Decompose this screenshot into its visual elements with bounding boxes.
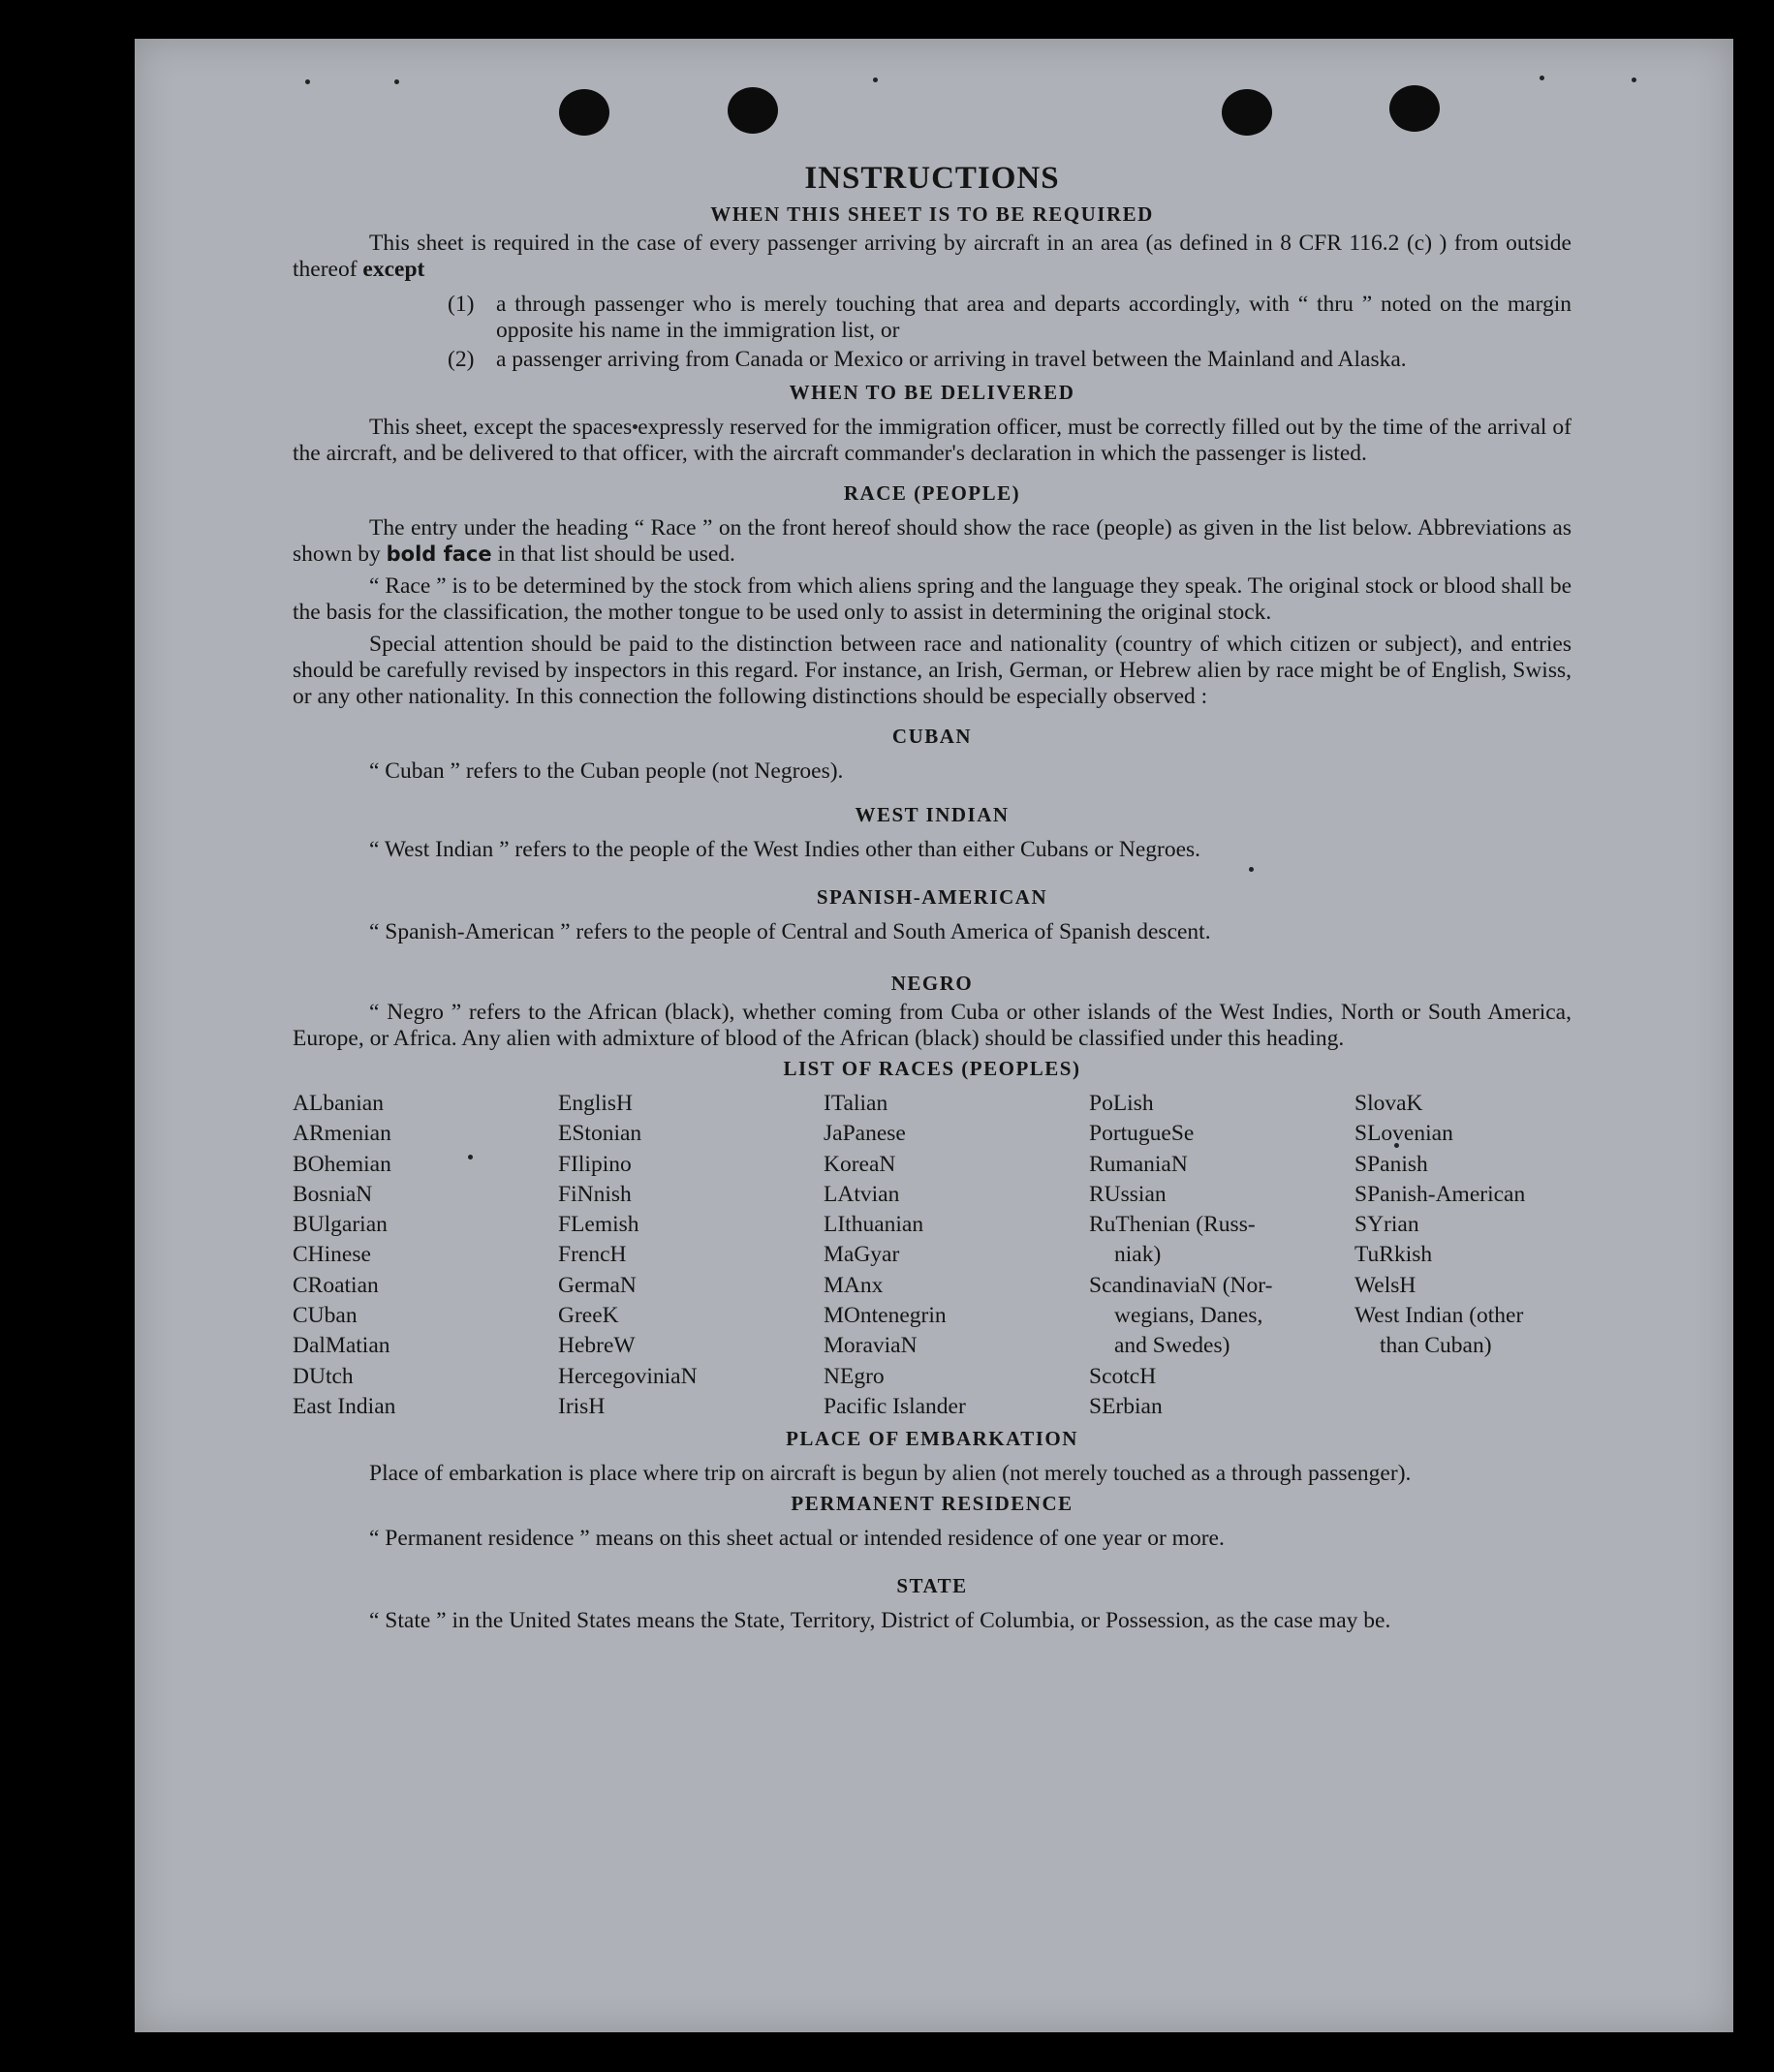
- race-column: [824, 1089, 1089, 1422]
- race-entry: ARmenian: [293, 1121, 391, 1147]
- page-title: INSTRUCTIONS: [804, 161, 1060, 196]
- race-entry: ScandinaviaN (Nor- wegians, Danes, and Swedes): [1089, 1271, 1354, 1362]
- race-column: [1089, 1089, 1354, 1422]
- race-entry: CHinese: [293, 1242, 371, 1268]
- section-heading-negro: NEGRO: [890, 972, 974, 995]
- race-entry: BOhemian: [293, 1151, 391, 1177]
- punch-hole: [559, 89, 609, 136]
- race-entry: NEgro: [824, 1363, 885, 1389]
- race-column: [558, 1089, 824, 1422]
- race-entry: WelsH: [1354, 1272, 1416, 1298]
- race-entry: LAtvian: [824, 1181, 900, 1207]
- residence-text: “ Permanent residence ” means on this sheet actual or intended residence of one year or more.: [369, 1526, 1225, 1552]
- section-heading-race: RACE (PEOPLE): [843, 481, 1021, 505]
- race-entry: IrisH: [558, 1393, 606, 1419]
- race-entry: FLemish: [558, 1212, 639, 1238]
- instructions-content: [293, 159, 1572, 1634]
- race-entry: FrencH: [558, 1242, 627, 1268]
- race-entry: RuThenian (Russ- niak): [1089, 1210, 1354, 1271]
- race-entry: EnglisH: [558, 1091, 634, 1116]
- race-entry: SLovenian: [1354, 1121, 1453, 1147]
- race-entry: GermaN: [558, 1272, 637, 1298]
- punch-hole: [728, 87, 778, 134]
- section-heading-residence: PERMANENT RESIDENCE: [791, 1492, 1074, 1516]
- punch-hole: [1389, 85, 1440, 132]
- exception-text: a through passenger who is merely touching that area and departs accordingly, with “ thru ” noted on the margin opposite his name in the immigration list, or: [496, 292, 1572, 343]
- race-column: [293, 1089, 558, 1422]
- race-entry: SPanish: [1354, 1151, 1428, 1177]
- section-heading-cuban: CUBAN: [891, 725, 973, 748]
- exception-item: [448, 292, 1572, 344]
- spanish-american-text: “ Spanish-American ” refers to the people of Central and South America of Spanish descent.: [369, 919, 1211, 944]
- race-entry: LIthuanian: [824, 1212, 924, 1238]
- race-paragraph-1: The entry under the heading “ Race ” on the front hereof should show the race (people) as given in the list below. Abbreviations as shown by bold face in that list should be used.: [293, 515, 1572, 567]
- race-entry-continuation: wegians, Danes,: [1114, 1303, 1263, 1329]
- race-entry: SErbian: [1089, 1393, 1163, 1419]
- race-entry-continuation: than Cuban): [1380, 1333, 1492, 1359]
- race-entry: ITalian: [824, 1091, 888, 1116]
- delivered-text: This sheet, except the spaces expressly reserved for the immigration officer, must be correctly filled out by the time of the arrival of the aircraft, and be delivered to that officer, with the aircraft commander's declaration in which the passenger is listed.: [293, 415, 1572, 466]
- speck: [1540, 76, 1544, 80]
- race-entry: MOntenegrin: [824, 1303, 947, 1329]
- cuban-text: “ Cuban ” refers to the Cuban people (not Negroes).: [369, 758, 844, 784]
- race-entry: ScotcH: [1089, 1363, 1157, 1389]
- speck: [1632, 77, 1636, 82]
- section-heading-spanish-american: SPANISH-AMERICAN: [816, 885, 1048, 909]
- bold-face-phrase: bold face: [386, 542, 492, 566]
- race-entry: RUssian: [1089, 1181, 1167, 1207]
- document-sheet: [135, 39, 1733, 2032]
- speck: [394, 79, 399, 84]
- race-entry: SlovaK: [1354, 1091, 1423, 1116]
- race-paragraph-3: Special attention should be paid to the distinction between race and nationality (country of which citizen or subject), and entries should be carefully revised by inspectors in this regard. For instance, an Irish, German, or Hebrew alien by race might be of English, Swiss, or any other nationality. In this connection the following distinctions should be especially observed :: [293, 632, 1572, 709]
- section-heading-state: STATE: [896, 1574, 968, 1598]
- exception-number: (1): [448, 292, 475, 317]
- race-entry: MaGyar: [824, 1242, 900, 1268]
- race-entry: BUlgarian: [293, 1212, 388, 1238]
- speck: [873, 77, 878, 82]
- embarkation-text: Place of embarkation is place where trip on aircraft is begun by alien (not merely touched as a through passenger).: [369, 1461, 1412, 1487]
- race-entry: BosniaN: [293, 1181, 373, 1207]
- race-entry: Pacific Islander: [824, 1393, 966, 1419]
- race-entry: CRoatian: [293, 1272, 379, 1298]
- punch-hole: [1222, 89, 1272, 136]
- race-entry: FIlipino: [558, 1151, 632, 1177]
- exception-text: a passenger arriving from Canada or Mexico or arriving in travel between the Mainland and Alaska.: [496, 347, 1407, 372]
- race-entry: MoraviaN: [824, 1333, 918, 1359]
- race-entry: EStonian: [558, 1121, 642, 1147]
- required-intro: This sheet is required in the case of every passenger arriving by aircraft in an area (as defined in 8 CFR 116.2 (c) ) from outside thereof except: [293, 231, 1572, 282]
- race-entry: ALbanian: [293, 1091, 384, 1116]
- except-emphasis: except: [362, 257, 425, 282]
- race-list: [293, 1089, 1572, 1422]
- section-heading-delivered: WHEN TO BE DELIVERED: [789, 381, 1075, 404]
- race-entry: West Indian (other than Cuban): [1354, 1301, 1572, 1362]
- negro-text: “ Negro ” refers to the African (black), whether coming from Cuba or other islands of the West Indies, North or South America, Europe, or Africa. Any alien with admixture of blood of the African (black) should be classified under this heading.: [293, 1000, 1572, 1051]
- race-paragraph-2: “ Race ” is to be determined by the stock from which aliens spring and the language they speak. The original stock or blood shall be the basis for the classification, the mother tongue to be used only to assist in determining the original stock.: [293, 573, 1572, 625]
- state-text: “ State ” in the United States means the State, Territory, District of Columbia, or Possession, as the case may be.: [369, 1608, 1391, 1634]
- race-column: [1354, 1089, 1572, 1422]
- race-entry: FiNnish: [558, 1181, 632, 1207]
- race-entry: CUban: [293, 1303, 358, 1329]
- section-heading-embarkation: PLACE OF EMBARKATION: [786, 1427, 1078, 1451]
- speck: [305, 79, 310, 84]
- race-entry: East Indian: [293, 1393, 396, 1419]
- exception-number: (2): [448, 347, 475, 372]
- race-entry-continuation: niak): [1114, 1242, 1162, 1268]
- race-entry-continuation: and Swedes): [1114, 1333, 1230, 1359]
- race-entry: PoLish: [1089, 1091, 1154, 1116]
- race-entry: SYrian: [1354, 1212, 1419, 1238]
- west-indian-text: “ West Indian ” refers to the people of the West Indies other than either Cubans or Negroes.: [369, 837, 1201, 862]
- race-entry: KoreaN: [824, 1151, 896, 1177]
- race-entry: JaPanese: [824, 1121, 906, 1147]
- section-heading-west-indian: WEST INDIAN: [855, 803, 1010, 826]
- race-entry: HercegoviniaN: [558, 1363, 698, 1389]
- race-entry: HebreW: [558, 1333, 636, 1359]
- section-heading-list-of-races: LIST OF RACES (PEOPLES): [783, 1057, 1081, 1080]
- race-entry: TuRkish: [1354, 1242, 1433, 1268]
- section-heading-required: WHEN THIS SHEET IS TO BE REQUIRED: [710, 202, 1154, 226]
- race-entry: MAnx: [824, 1272, 884, 1298]
- exception-item: [448, 347, 1572, 373]
- race-entry: DUtch: [293, 1363, 354, 1389]
- race-entry: GreeK: [558, 1303, 619, 1329]
- race-entry: RumaniaN: [1089, 1151, 1188, 1177]
- race-entry: SPanish-American: [1354, 1181, 1526, 1207]
- race-entry: PortugueSe: [1089, 1121, 1195, 1147]
- race-entry: DalMatian: [293, 1333, 390, 1359]
